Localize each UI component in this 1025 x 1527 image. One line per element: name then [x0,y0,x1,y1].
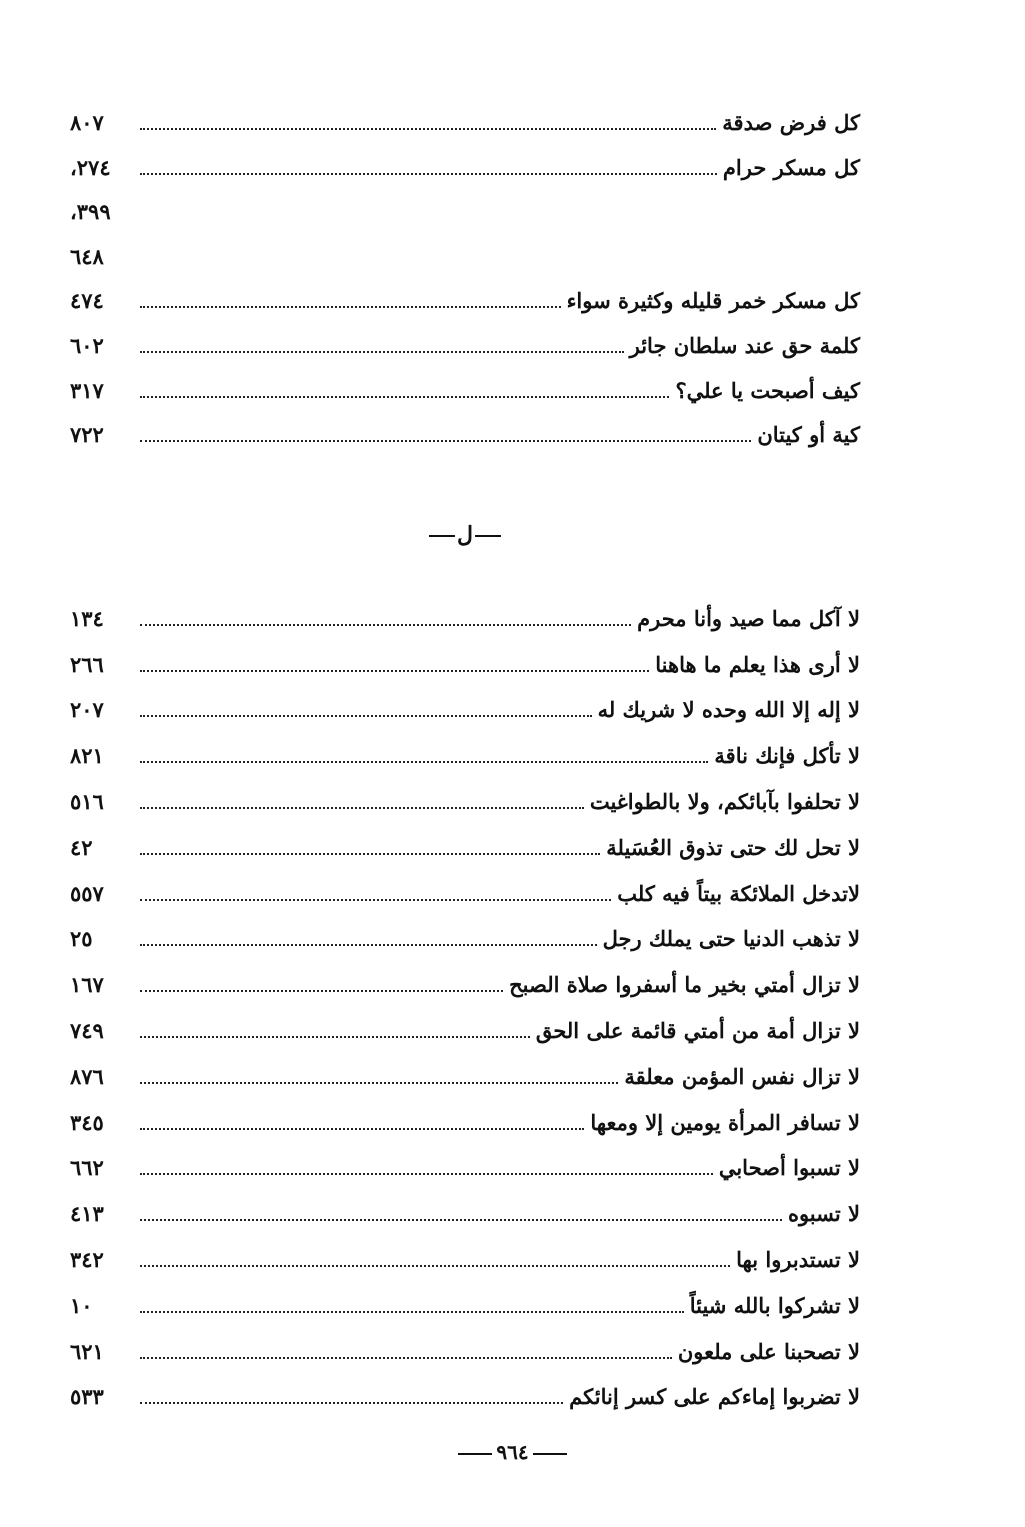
entry-text: لا تسبوا أصحابي [718,1155,860,1181]
leader-dots [140,172,717,175]
entry-page: ٣٤٥ [70,1109,104,1135]
page-number: ٩٦٤ [496,1440,529,1464]
leader-dots [140,350,624,353]
index-entry [70,422,860,467]
section-l-list [70,606,860,1430]
index-entry [70,972,860,1018]
entry-text: كيف أصبحت يا علي؟ [675,377,860,403]
leader-dots [140,623,631,626]
index-entry [70,1018,860,1064]
leader-dots [140,806,584,809]
index-entry [70,1293,860,1339]
index-entry [70,378,860,423]
entry-page: ٦٠٢ [70,332,104,358]
page-footer [0,1440,1025,1464]
entry-page: ٥٣٣ [70,1384,104,1410]
heading-dash [429,535,455,537]
leader-dots [140,305,561,308]
entry-page: ٤١٣ [70,1201,104,1227]
entry-text: لا تصحبنا على ملعون [677,1338,860,1364]
entry-text: لاتدخل الملائكة بيتاً فيه كلب [617,880,860,906]
entry-page: ٤٢ [70,834,93,860]
index-entry [70,110,860,155]
index-page [70,110,860,1430]
entry-page: ١٠ [70,1292,93,1318]
entry-text: لا تضربوا إماءكم على كسر إنائكم [569,1384,860,1410]
leader-dots [140,1218,782,1221]
entry-page: ٦٦٢ [70,1155,104,1181]
entry-page: ٦٢١ [70,1338,104,1364]
entry-page: ٨٢١ [70,743,104,769]
index-entry [70,155,860,200]
entry-page: ٢٦٦ [70,651,104,677]
index-entry [70,743,860,789]
leader-dots [140,989,503,992]
entry-page: ١٣٤ [70,605,104,631]
entry-page: ٣٩٩، [70,199,111,225]
leader-dots [140,852,600,855]
entry-text: كل مسكر حرام [722,154,860,180]
leader-dots [140,943,597,946]
entry-text: كل مسكر خمر قليله وكثيرة سواء [566,288,860,314]
index-entry [70,1339,860,1385]
entry-page: ٢٧٤، [70,154,111,180]
leader-dots [140,760,708,763]
entry-page: ٥٥٧ [70,880,104,906]
leader-space [140,263,854,264]
leader-dots [140,1264,730,1267]
leader-dots [140,714,592,717]
entry-text: لا تستدبروا بها [736,1246,860,1272]
index-entry [70,606,860,652]
leader-dots [140,1401,563,1404]
entry-page: ٧٢٢ [70,422,104,448]
entry-page: ٢٥ [70,926,93,952]
entry-text: لا تشركوا بالله شيئاً [689,1292,860,1318]
leader-dots [140,1081,618,1084]
entry-text: لا إله إلا الله وحده لا شريك له [597,697,860,723]
leader-dots [140,1310,684,1313]
entry-page: ٣١٧ [70,377,104,403]
index-entry [70,789,860,835]
index-entry [70,333,860,378]
entry-text: لا تزال أمة من أمتي قائمة على الحق [535,1017,860,1043]
entry-text: لا تحل لك حتى تذوق العُسَيلة [606,834,860,860]
entry-text: لا تزال نفس المؤمن معلقة [624,1063,860,1089]
index-entry [70,288,860,333]
entry-text: لا تسبوه [787,1201,860,1227]
leader-dots [140,127,716,130]
leader-dots [140,669,649,672]
leader-dots [140,439,751,442]
footer-dash [533,1453,567,1455]
entry-page: ٧٤٩ [70,1017,104,1043]
entry-page: ١٦٧ [70,972,104,998]
entry-page: ٨٧٦ [70,1063,104,1089]
entry-text: لا تحلفوا بآبائكم، ولا بالطواغيت [589,788,860,814]
index-entry [70,835,860,881]
entry-page: ٨٠٧ [70,110,104,135]
index-entry [70,1110,860,1156]
leader-dots [140,1035,530,1038]
index-entry [70,1247,860,1293]
section-k-list [70,110,860,467]
index-entry [70,926,860,972]
heading-dash [475,535,501,537]
leader-dots [140,1356,672,1359]
entry-page: ٣٤٢ [70,1246,104,1272]
leader-dots [140,1172,713,1175]
section-heading [70,522,860,548]
entry-text: لا تسافر المرأة يومين إلا ومعها [590,1109,860,1135]
entry-page: ٤٧٤ [70,288,104,314]
entry-text: لا تزال أمتي بخير ما أسفروا صلاة الصبح [509,972,860,998]
entry-text: لا تذهب الدنيا حتى يملك رجل [602,926,860,952]
section-letter: ل [457,521,473,548]
index-entry [70,1384,860,1430]
index-entry [70,1064,860,1110]
leader-space [140,218,854,219]
index-entry-continuation [70,244,860,289]
index-entry [70,652,860,698]
entry-page: ٦٤٨ [70,243,104,269]
leader-dots [140,1127,584,1130]
entry-text: كل فرض صدقة [722,110,860,135]
footer-dash [458,1453,492,1455]
index-entry [70,697,860,743]
entry-text: لا آكل مما صيد وأنا محرم [637,605,860,631]
index-entry [70,1201,860,1247]
entry-text: كية أو كيتان [757,422,860,448]
entry-text: كلمة حق عند سلطان جائر [629,332,860,358]
entry-page: ٥١٦ [70,788,104,814]
leader-dots [140,395,669,398]
index-entry-continuation [70,199,860,244]
leader-dots [140,898,611,901]
entry-text: لا أرى هذا يعلم ما هاهنا [655,651,860,677]
entry-text: لا تأكل فإنك ناقة [714,743,860,769]
index-entry [70,881,860,927]
index-entry [70,1155,860,1201]
entry-page: ٢٠٧ [70,697,104,723]
